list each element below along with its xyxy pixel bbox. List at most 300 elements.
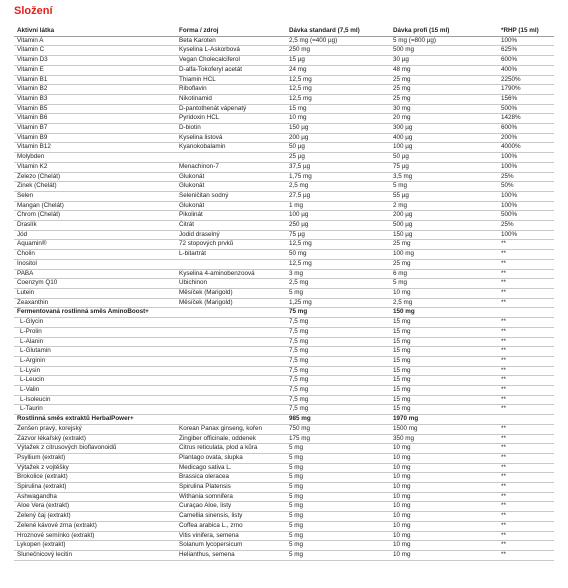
cell-rhp: 2250% [498, 75, 554, 85]
cell-rhp [498, 308, 554, 318]
cell-form: D-alfa-Tokoferyl acetát [176, 65, 286, 75]
cell-substance: Vitamin B6 [14, 114, 176, 124]
cell-rhp: ** [498, 250, 554, 260]
table-row [14, 318, 554, 328]
cell-dose-profi: 20 mg [390, 114, 498, 124]
cell-rhp: ** [498, 492, 554, 502]
cell-dose-standard: 25 µg [286, 153, 390, 163]
cell-dose-profi: 15 mg [390, 405, 498, 415]
cell-form: Nikotinamid [176, 94, 286, 104]
cell-substance: Vitamin B7 [14, 124, 176, 134]
cell-dose-standard: 75 mg [286, 308, 390, 318]
table-row [14, 366, 554, 376]
cell-dose-standard: 750 mg [286, 424, 390, 434]
table-row [14, 386, 554, 396]
cell-form: Zingiber officinale, oddenek [176, 434, 286, 444]
cell-dose-profi: 100 µg [390, 143, 498, 153]
cell-form: Camellia sinensis, listy [176, 512, 286, 522]
cell-rhp: 100% [498, 201, 554, 211]
cell-substance: Brokolice (extrakt) [14, 473, 176, 483]
cell-dose-standard: 24 mg [286, 65, 390, 75]
cell-dose-standard: 250 mg [286, 46, 390, 56]
cell-dose-profi: 3,5 mg [390, 172, 498, 182]
cell-rhp: ** [498, 502, 554, 512]
table-row [14, 143, 554, 153]
cell-dose-standard: 100 µg [286, 211, 390, 221]
table-group-row [14, 415, 554, 425]
cell-form: D-biotin [176, 124, 286, 134]
cell-dose-profi: 100 mg [390, 250, 498, 260]
cell-form: Glukonát [176, 172, 286, 182]
table-row [14, 347, 554, 357]
cell-rhp: ** [498, 444, 554, 454]
table-row [14, 201, 554, 211]
cell-dose-profi: 30 µg [390, 56, 498, 66]
cell-dose-standard: 12,5 mg [286, 240, 390, 250]
cell-dose-profi: 15 mg [390, 395, 498, 405]
cell-dose-standard: 7,5 mg [286, 386, 390, 396]
cell-dose-standard: 7,5 mg [286, 376, 390, 386]
table-row [14, 191, 554, 201]
cell-form: Thiamin HCL [176, 75, 286, 85]
cell-dose-standard: 7,5 mg [286, 366, 390, 376]
cell-dose-profi: 150 µg [390, 230, 498, 240]
cell-substance: Zázvor lékařský (extrakt) [14, 434, 176, 444]
cell-dose-profi: 10 mg [390, 288, 498, 298]
cell-dose-standard: 2,5 mg [286, 279, 390, 289]
cell-substance: Výtažek z citrusových bioflavonoidů [14, 444, 176, 454]
cell-dose-standard: 10 mg [286, 114, 390, 124]
table-row [14, 327, 554, 337]
cell-dose-standard: 5 mg [286, 521, 390, 531]
cell-form: Medicago sativa L. [176, 463, 286, 473]
table-row [14, 453, 554, 463]
header-active-substance: Aktivní látka [14, 27, 176, 36]
cell-substance: Vitamin B3 [14, 94, 176, 104]
cell-dose-profi: 48 mg [390, 65, 498, 75]
table-row [14, 337, 554, 347]
table-header-row [14, 27, 554, 36]
cell-form [176, 259, 286, 269]
cell-dose-standard: 5 mg [286, 492, 390, 502]
table-row [14, 492, 554, 502]
cell-dose-profi: 15 mg [390, 376, 498, 386]
cell-rhp: ** [498, 259, 554, 269]
header-dose-standard: Dávka standard (7,5 ml) [286, 27, 390, 36]
cell-substance: Spirulina (extrakt) [14, 483, 176, 493]
cell-rhp: ** [498, 288, 554, 298]
cell-form: Vitis vinifera, semena [176, 531, 286, 541]
cell-dose-profi: 6 mg [390, 269, 498, 279]
cell-rhp: ** [498, 395, 554, 405]
cell-form: Seleničitan sodný [176, 191, 286, 201]
cell-substance: Zelený čaj (extrakt) [14, 512, 176, 522]
cell-form [176, 386, 286, 396]
table-row [14, 405, 554, 415]
cell-substance: L-Taurin [14, 405, 176, 415]
cell-substance: Aquamin® [14, 240, 176, 250]
cell-dose-standard: 5 mg [286, 444, 390, 454]
cell-dose-profi: 15 mg [390, 356, 498, 366]
table-row [14, 94, 554, 104]
cell-rhp: ** [498, 279, 554, 289]
table-row [14, 124, 554, 134]
table-row [14, 114, 554, 124]
cell-dose-profi: 1500 mg [390, 424, 498, 434]
table-row [14, 85, 554, 95]
cell-dose-profi: 10 mg [390, 550, 498, 560]
table-row [14, 483, 554, 493]
cell-dose-standard: 12,5 mg [286, 259, 390, 269]
cell-substance: L-Arginin [14, 356, 176, 366]
cell-rhp: 500% [498, 211, 554, 221]
cell-substance: Jód [14, 230, 176, 240]
table-row [14, 541, 554, 551]
cell-rhp: ** [498, 453, 554, 463]
cell-substance: Fermentovaná rostlinná směs AminoBoost+ [14, 308, 176, 318]
table-row [14, 521, 554, 531]
cell-form: D-pantothenát vápenatý [176, 104, 286, 114]
header-dose-profi: Dávka profi (15 ml) [390, 27, 498, 36]
table-group-row [14, 308, 554, 318]
cell-substance: Chrom (Chelát) [14, 211, 176, 221]
cell-dose-profi: 10 mg [390, 502, 498, 512]
cell-dose-profi: 10 mg [390, 512, 498, 522]
cell-dose-profi: 25 mg [390, 259, 498, 269]
table-row [14, 395, 554, 405]
cell-dose-standard: 5 mg [286, 512, 390, 522]
cell-form [176, 405, 286, 415]
cell-dose-standard: 5 mg [286, 550, 390, 560]
cell-form: Plantago ovata, slupka [176, 453, 286, 463]
cell-substance: Vitamin B1 [14, 75, 176, 85]
cell-rhp: ** [498, 541, 554, 551]
cell-rhp: 25% [498, 172, 554, 182]
cell-form: Citrus reticulata, plod a kůra [176, 444, 286, 454]
table-row [14, 75, 554, 85]
cell-dose-standard: 5 mg [286, 463, 390, 473]
cell-dose-profi: 25 mg [390, 85, 498, 95]
table-row [14, 230, 554, 240]
cell-form: Coffea arabica L., zrno [176, 521, 286, 531]
cell-form [176, 366, 286, 376]
cell-rhp: ** [498, 521, 554, 531]
cell-substance: L-Valin [14, 386, 176, 396]
cell-dose-standard: 1 mg [286, 201, 390, 211]
cell-substance: Mangan (Chelát) [14, 201, 176, 211]
cell-rhp: 100% [498, 230, 554, 240]
table-row [14, 288, 554, 298]
table-row [14, 133, 554, 143]
cell-dose-profi: 15 mg [390, 386, 498, 396]
cell-substance: Lutein [14, 288, 176, 298]
cell-substance: Zeaxanthin [14, 298, 176, 308]
cell-rhp: 400% [498, 65, 554, 75]
cell-form: Korean Panax ginseng, kořen [176, 424, 286, 434]
cell-substance: Vitamin E [14, 65, 176, 75]
cell-dose-profi: 10 mg [390, 483, 498, 493]
cell-dose-standard: 15 mg [286, 104, 390, 114]
cell-dose-standard: 50 µg [286, 143, 390, 153]
cell-dose-profi: 10 mg [390, 444, 498, 454]
cell-form [176, 327, 286, 337]
cell-rhp: ** [498, 318, 554, 328]
cell-form: Měsíček (Marigold) [176, 298, 286, 308]
cell-rhp: ** [498, 366, 554, 376]
cell-dose-standard: 3 mg [286, 269, 390, 279]
cell-form: Jodid draselný [176, 230, 286, 240]
cell-dose-standard: 5 mg [286, 541, 390, 551]
cell-form: Pikolinát [176, 211, 286, 221]
cell-rhp: ** [498, 269, 554, 279]
cell-dose-standard: 7,5 mg [286, 347, 390, 357]
cell-rhp: 50% [498, 182, 554, 192]
cell-rhp: 625% [498, 46, 554, 56]
cell-dose-profi: 25 mg [390, 75, 498, 85]
table-row [14, 298, 554, 308]
cell-substance: L-Glycin [14, 318, 176, 328]
cell-form: Riboflavin [176, 85, 286, 95]
table-row [14, 240, 554, 250]
cell-rhp: 600% [498, 124, 554, 134]
cell-dose-profi: 15 mg [390, 347, 498, 357]
cell-dose-profi: 10 mg [390, 473, 498, 483]
table-body [14, 36, 554, 560]
cell-rhp: ** [498, 337, 554, 347]
cell-substance: Vitamin B2 [14, 85, 176, 95]
cell-dose-standard: 7,5 mg [286, 337, 390, 347]
cell-substance: Výtažek z vojtěšky [14, 463, 176, 473]
cell-form: Curaçao Aloe, listy [176, 502, 286, 512]
cell-dose-profi: 25 mg [390, 94, 498, 104]
cell-rhp: ** [498, 376, 554, 386]
cell-dose-standard: 12,5 mg [286, 85, 390, 95]
cell-form [176, 395, 286, 405]
cell-dose-standard: 75 µg [286, 230, 390, 240]
cell-form: L-bitartrát [176, 250, 286, 260]
cell-form: Beta Karoten [176, 36, 286, 46]
cell-dose-profi: 50 µg [390, 153, 498, 163]
cell-substance: Aloe Vera (extrakt) [14, 502, 176, 512]
cell-dose-standard: 7,5 mg [286, 395, 390, 405]
cell-form [176, 415, 286, 425]
cell-substance: Vitamin B12 [14, 143, 176, 153]
cell-dose-profi: 1970 mg [390, 415, 498, 425]
cell-substance: Vitamin C [14, 46, 176, 56]
cell-form: Měsíček (Marigold) [176, 288, 286, 298]
cell-dose-profi: 300 µg [390, 124, 498, 134]
cell-substance: Vitamin B5 [14, 104, 176, 114]
cell-substance: Selen [14, 191, 176, 201]
cell-form: Spirulina Platensis [176, 483, 286, 493]
cell-dose-profi: 15 mg [390, 366, 498, 376]
cell-form: Withania somnifera [176, 492, 286, 502]
cell-dose-standard: 27,5 µg [286, 191, 390, 201]
cell-dose-profi: 500 µg [390, 221, 498, 231]
section-title: Složení [14, 5, 53, 17]
table-row [14, 250, 554, 260]
cell-dose-profi: 5 mg (=800 µg) [390, 36, 498, 46]
cell-rhp: 600% [498, 56, 554, 66]
cell-dose-profi: 5 mg [390, 279, 498, 289]
cell-substance: Molybden [14, 153, 176, 163]
cell-substance: Coenzym Q10 [14, 279, 176, 289]
table-row [14, 221, 554, 231]
cell-form: 72 stopových prvků [176, 240, 286, 250]
cell-form: Vegan Cholecalciferol [176, 56, 286, 66]
cell-dose-profi: 350 mg [390, 434, 498, 444]
table-row [14, 550, 554, 560]
cell-substance: Zelené kávové zrna (extrakt) [14, 521, 176, 531]
cell-rhp: 25% [498, 221, 554, 231]
cell-rhp: ** [498, 405, 554, 415]
cell-substance: Zinek (Chelát) [14, 182, 176, 192]
cell-rhp: 4000% [498, 143, 554, 153]
cell-dose-standard: 5 mg [286, 502, 390, 512]
cell-dose-profi: 25 mg [390, 240, 498, 250]
cell-substance: L-Lysin [14, 366, 176, 376]
cell-form: Menachinon-7 [176, 162, 286, 172]
cell-rhp: ** [498, 512, 554, 522]
table-row [14, 162, 554, 172]
cell-substance: L-Alanin [14, 337, 176, 347]
cell-dose-standard: 5 mg [286, 453, 390, 463]
cell-rhp: 500% [498, 104, 554, 114]
cell-dose-standard: 5 mg [286, 473, 390, 483]
cell-dose-standard: 7,5 mg [286, 405, 390, 415]
table-row [14, 36, 554, 46]
cell-substance: Slunečnicový lecitin [14, 550, 176, 560]
cell-rhp: 100% [498, 162, 554, 172]
cell-rhp: ** [498, 463, 554, 473]
table-row [14, 259, 554, 269]
table-row [14, 56, 554, 66]
cell-substance: Cholin [14, 250, 176, 260]
cell-form [176, 347, 286, 357]
cell-rhp: ** [498, 434, 554, 444]
cell-dose-profi: 10 mg [390, 453, 498, 463]
cell-form: Ubichinon [176, 279, 286, 289]
cell-rhp: ** [498, 298, 554, 308]
cell-form [176, 337, 286, 347]
cell-dose-profi: 2 mg [390, 201, 498, 211]
cell-substance: Vitamin A [14, 36, 176, 46]
table-row [14, 502, 554, 512]
cell-dose-standard: 250 µg [286, 221, 390, 231]
cell-dose-profi: 15 mg [390, 327, 498, 337]
cell-form: Pyridoxin HCL [176, 114, 286, 124]
cell-substance: Vitamin D3 [14, 56, 176, 66]
cell-dose-standard: 1,25 mg [286, 298, 390, 308]
table-row [14, 463, 554, 473]
cell-form [176, 308, 286, 318]
cell-dose-profi: 5 mg [390, 182, 498, 192]
cell-dose-standard: 985 mg [286, 415, 390, 425]
cell-dose-profi: 500 mg [390, 46, 498, 56]
cell-dose-standard: 7,5 mg [286, 327, 390, 337]
cell-substance: L-Glutamin [14, 347, 176, 357]
cell-rhp: 100% [498, 191, 554, 201]
cell-form: Helianthus, semena [176, 550, 286, 560]
cell-substance: L-Prolin [14, 327, 176, 337]
cell-dose-profi: 55 µg [390, 191, 498, 201]
cell-form: Glukonát [176, 182, 286, 192]
cell-dose-profi: 10 mg [390, 492, 498, 502]
cell-substance: Rostlinná směs extraktů HerbalPower+ [14, 415, 176, 425]
cell-rhp: ** [498, 473, 554, 483]
cell-dose-profi: 15 mg [390, 318, 498, 328]
table-row [14, 153, 554, 163]
cell-form: Brassica oleracea [176, 473, 286, 483]
cell-dose-standard: 175 mg [286, 434, 390, 444]
cell-substance: Psyllium (extrakt) [14, 453, 176, 463]
cell-substance: Lykopen (extrakt) [14, 541, 176, 551]
cell-substance: Inositol [14, 259, 176, 269]
cell-rhp: ** [498, 531, 554, 541]
header-form-source: Forma / zdroj [176, 27, 286, 36]
cell-dose-profi: 10 mg [390, 463, 498, 473]
cell-substance: Ženšen pravý, korejský [14, 424, 176, 434]
cell-form [176, 376, 286, 386]
cell-substance: L-Leucin [14, 376, 176, 386]
cell-dose-standard: 150 µg [286, 124, 390, 134]
cell-dose-standard: 5 mg [286, 288, 390, 298]
table-row [14, 46, 554, 56]
table-row [14, 356, 554, 366]
cell-dose-profi: 15 mg [390, 337, 498, 347]
cell-form [176, 153, 286, 163]
cell-dose-standard: 12,5 mg [286, 94, 390, 104]
cell-form: Solanum lycopersicum [176, 541, 286, 551]
cell-dose-profi: 30 mg [390, 104, 498, 114]
table-row [14, 211, 554, 221]
table-row [14, 444, 554, 454]
table-row [14, 424, 554, 434]
header-rhp: *RHP (15 ml) [498, 27, 554, 36]
cell-dose-standard: 7,5 mg [286, 318, 390, 328]
cell-dose-standard: 5 mg [286, 483, 390, 493]
cell-rhp: ** [498, 424, 554, 434]
cell-rhp: ** [498, 327, 554, 337]
cell-rhp: ** [498, 550, 554, 560]
cell-rhp: 1790% [498, 85, 554, 95]
cell-form [176, 318, 286, 328]
table-row [14, 473, 554, 483]
cell-form: Kyselina listová [176, 133, 286, 143]
cell-rhp: ** [498, 240, 554, 250]
cell-dose-standard: 50 mg [286, 250, 390, 260]
cell-rhp: ** [498, 386, 554, 396]
cell-dose-profi: 200 µg [390, 211, 498, 221]
table-row [14, 512, 554, 522]
cell-rhp: 156% [498, 94, 554, 104]
cell-dose-profi: 150 mg [390, 308, 498, 318]
cell-dose-standard: 15 µg [286, 56, 390, 66]
table-row [14, 434, 554, 444]
cell-form: Glukonát [176, 201, 286, 211]
table-row [14, 182, 554, 192]
cell-substance: L-Isoleucin [14, 395, 176, 405]
cell-form: Kyanokobalamin [176, 143, 286, 153]
cell-rhp: ** [498, 347, 554, 357]
cell-substance: Draslík [14, 221, 176, 231]
cell-dose-standard: 7,5 mg [286, 356, 390, 366]
cell-rhp [498, 415, 554, 425]
cell-form: Kyselina L-Askorbová [176, 46, 286, 56]
cell-rhp: 200% [498, 133, 554, 143]
cell-dose-profi: 10 mg [390, 541, 498, 551]
composition-table [14, 27, 554, 561]
